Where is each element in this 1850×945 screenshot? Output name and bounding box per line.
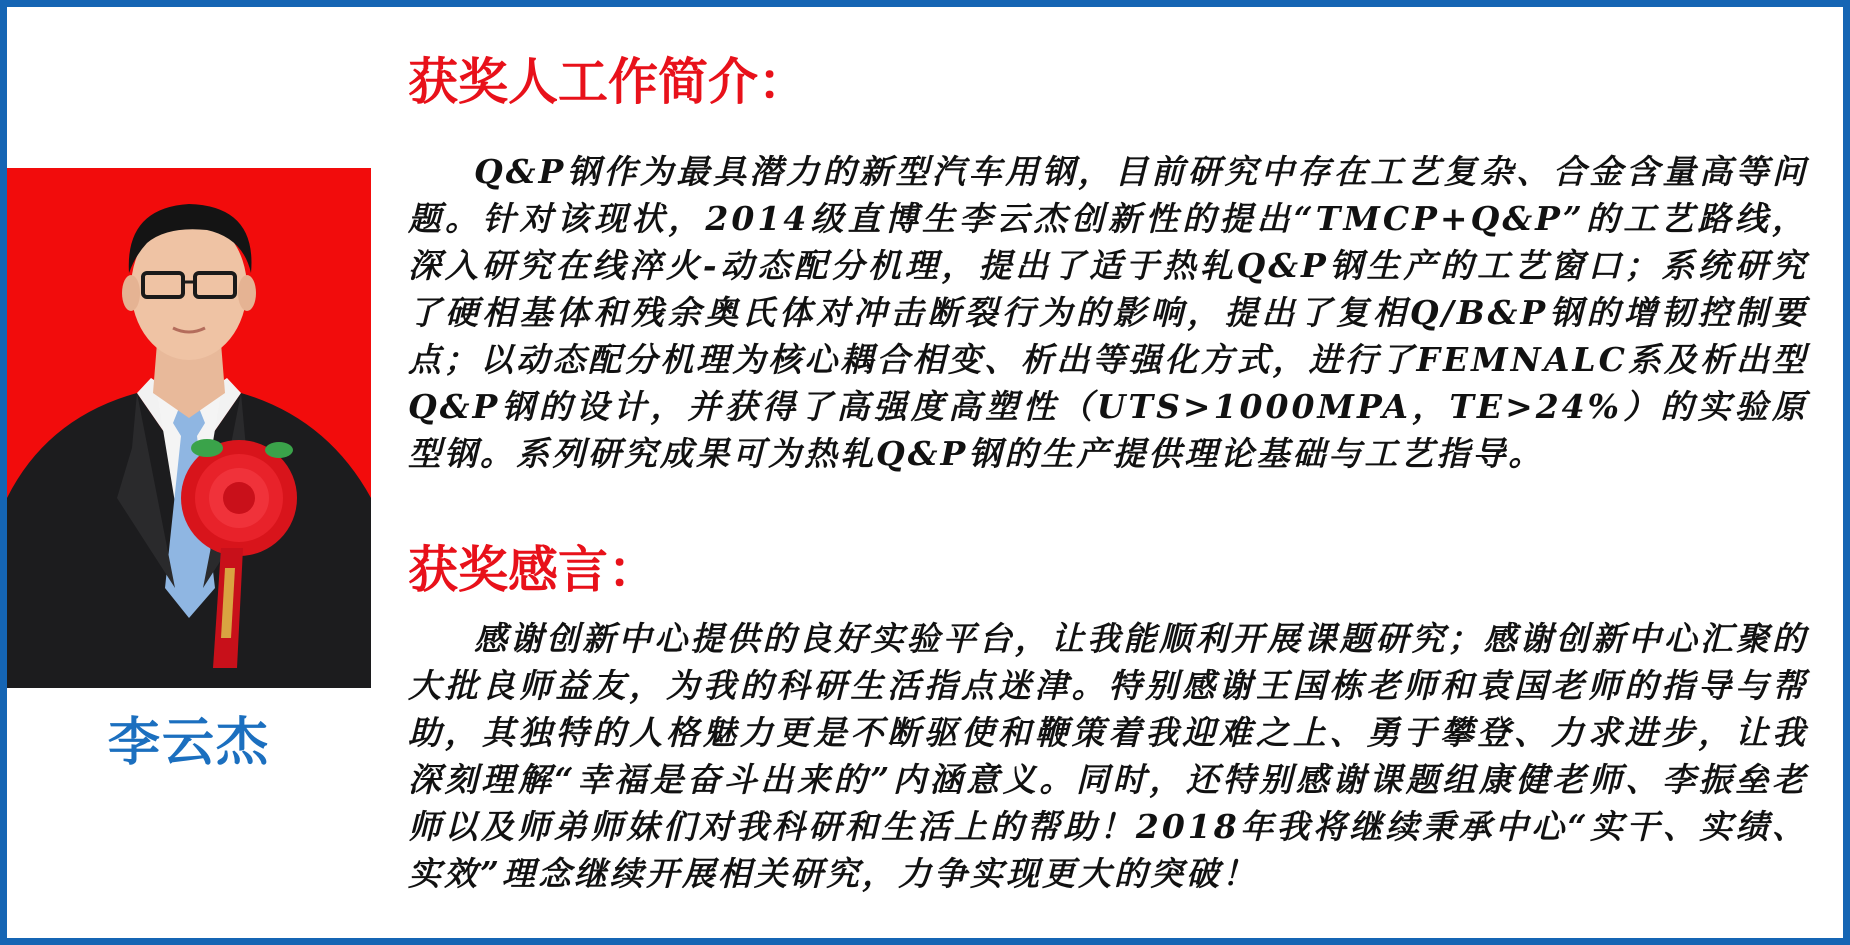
speech-heading: 获奖感言：: [408, 540, 658, 599]
intro-heading: 获奖人工作简介：: [408, 52, 808, 111]
intro-paragraph: Q&P钢作为最具潜力的新型汽车用钢，目前研究中存在工艺复杂、合金含量高等问题。针对该现状，2014级直博生李云杰创新性的提出“TMCP+Q&P”的工艺路线，深入研究在线淬火-动态配分机理，提出了适于热轧Q&P钢生产的工艺窗口；系统研究了硬相基体和残余奥氏体对冲击断裂行为的影响，提出了复相Q/B&P钢的增韧控制要点；以动态配分机理为核心耦合相变、析出等强化方式，进行了FEMNALC系及析出型Q&P钢的设计，并获得了高强度高塑性（UTS>1000MPA，TE>24%）的实验原型钢。系列研究成果可为热轧Q&P钢的生产提供理论基础与工艺指导。: [408, 152, 1808, 473]
portrait-photo: [7, 168, 371, 688]
speech-paragraph: 感谢创新中心提供的良好实验平台，让我能顺利开展课题研究；感谢创新中心汇聚的大批良师益友，为我的科研生活指点迷津。特别感谢王国栋老师和袁国老师的指导与帮助，其独特的人格魅力更是不断驱使和鞭策着我迎难之上、勇于攀登、力求进步，让我深刻理解“幸福是奋斗出来的”内涵意义。同时，还特别感谢课题组康健老师、李振垒老师以及师弟师妹们对我科研和生活上的帮助！2018年我将继续秉承中心“实干、实绩、实效”理念继续开展相关研究，力争实现更大的突破！: [408, 619, 1808, 893]
awardee-name: 李云杰: [107, 713, 270, 773]
